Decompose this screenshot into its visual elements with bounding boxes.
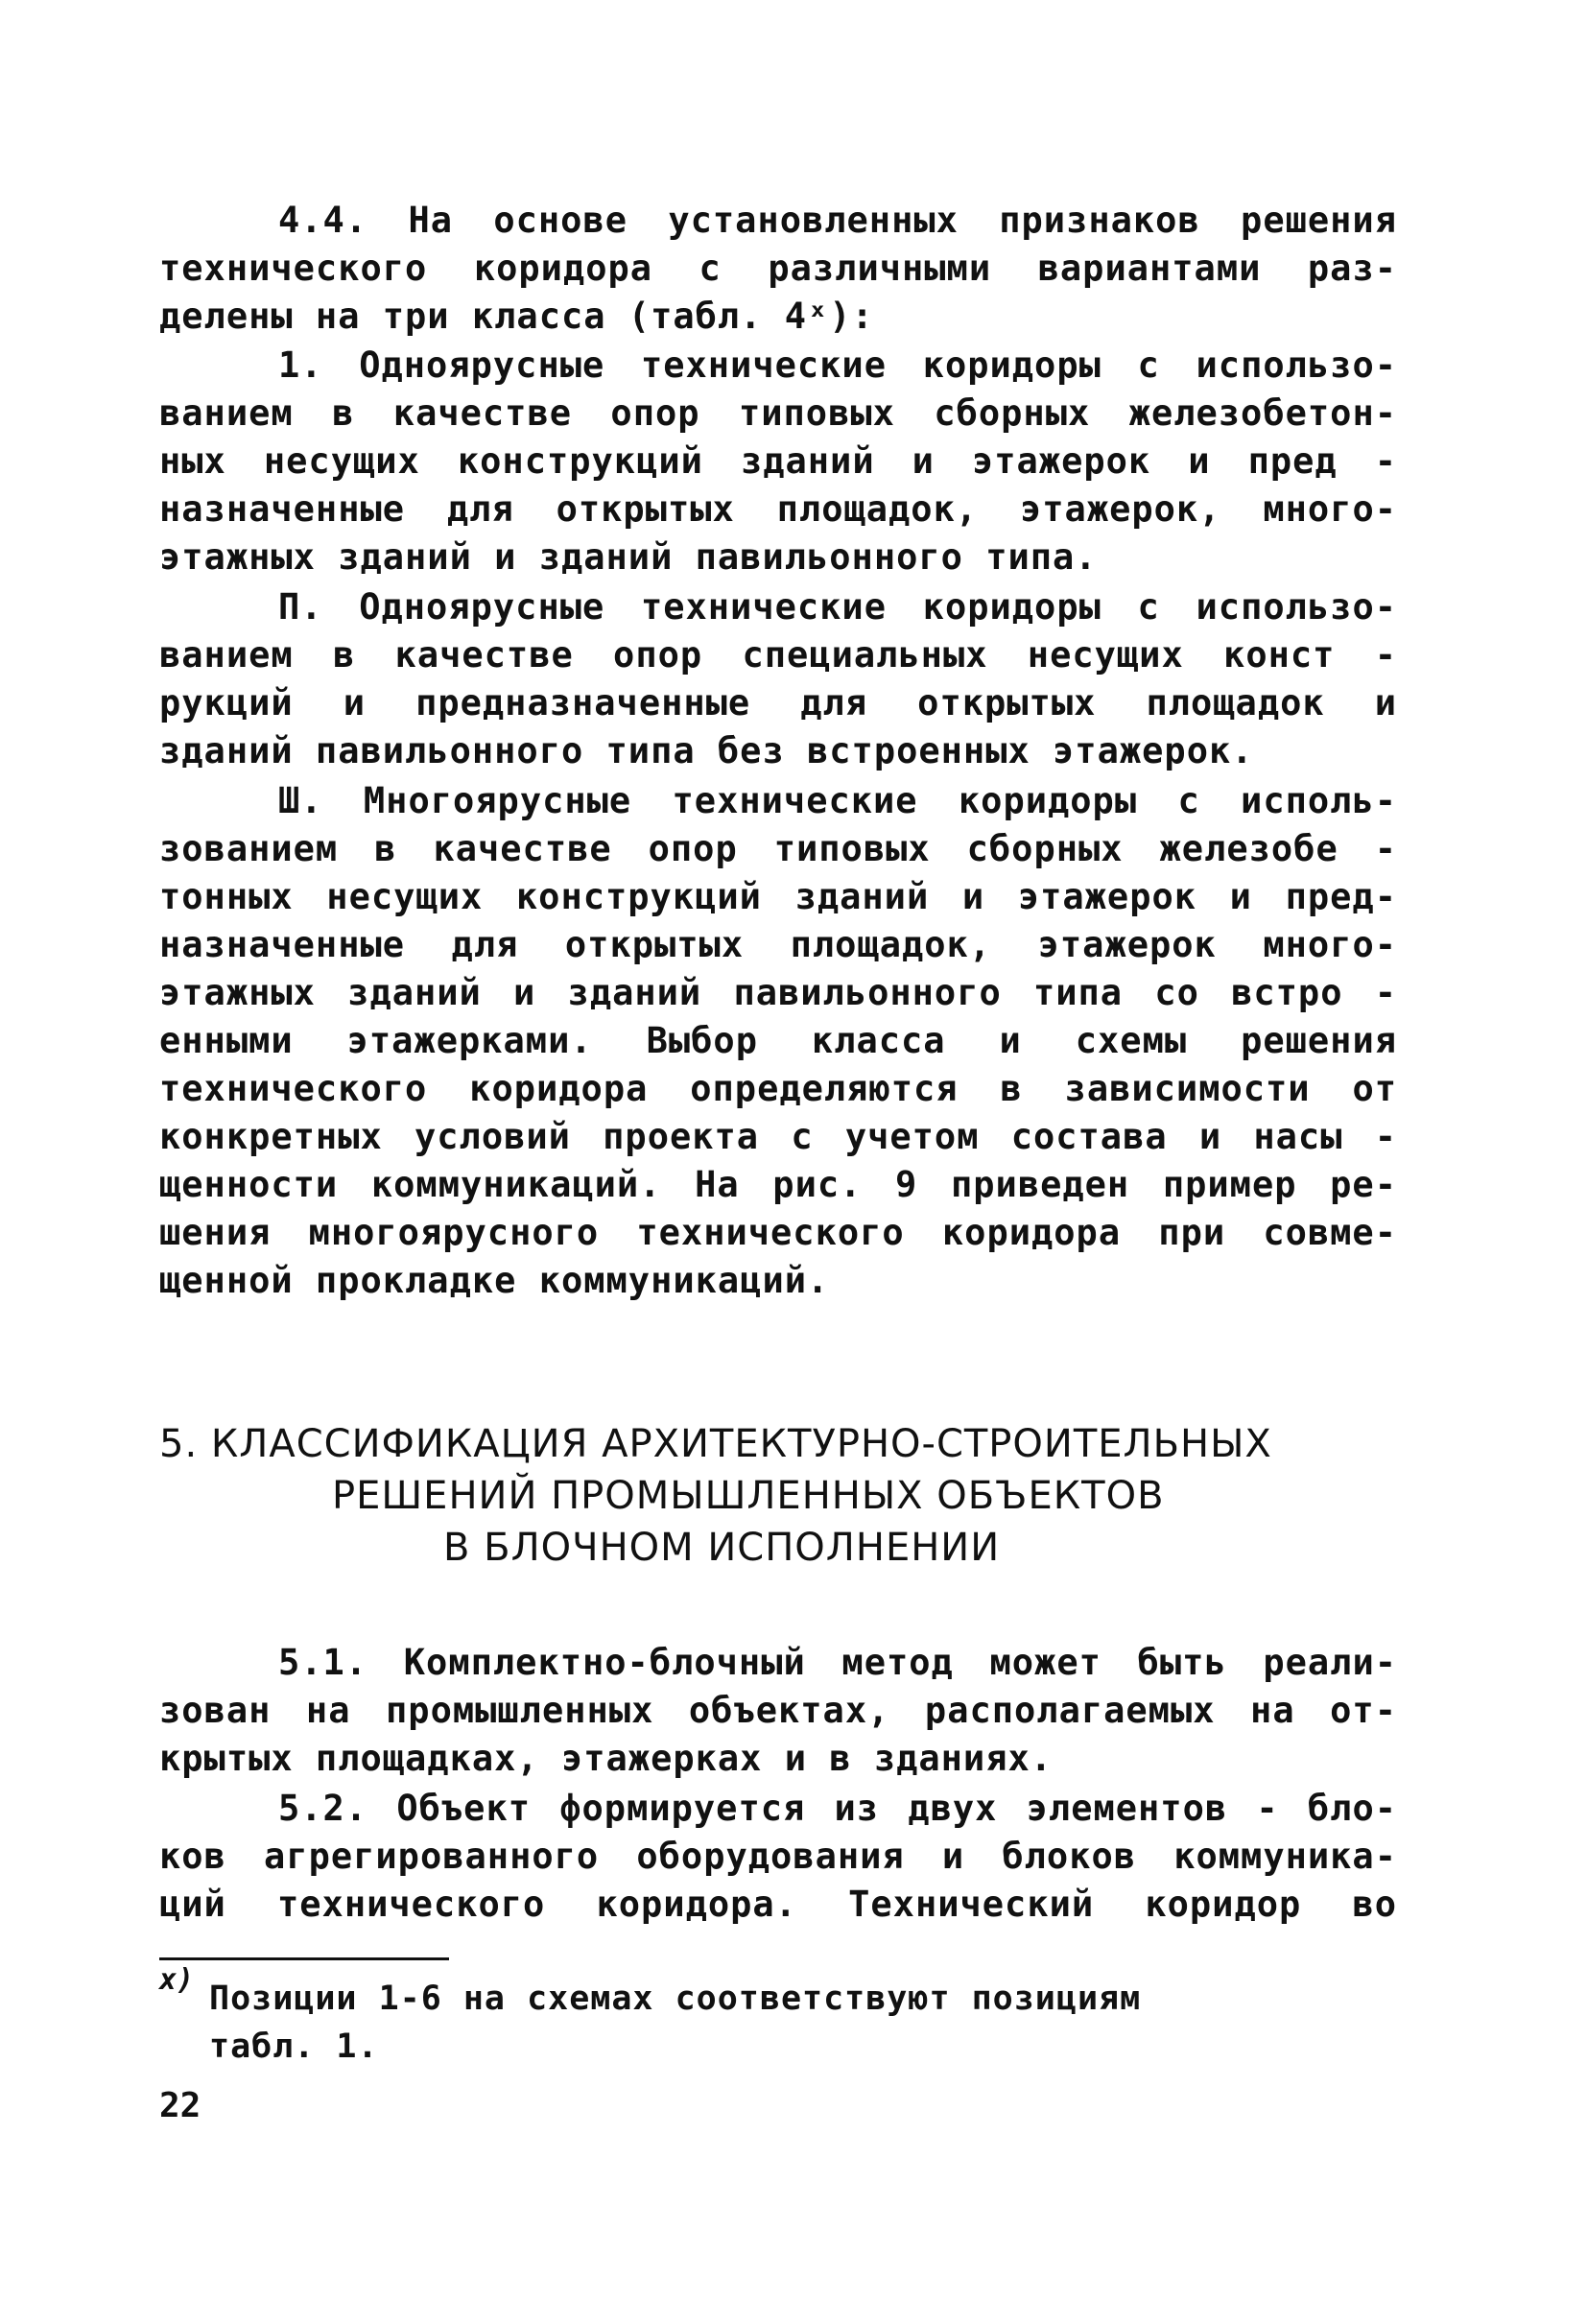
text-line: зданий павильонного типа без встроенных этажерок. bbox=[159, 730, 1254, 771]
text-line: ванием в качестве опор типовых сборных железобетон- bbox=[159, 392, 1397, 434]
footnote-line: табл. 1. bbox=[209, 2028, 379, 2066]
text-line: 5.1. Комплектно-блочный метод может быть реали- bbox=[278, 1642, 1397, 1683]
text-line: Ш. Многоярусные технические коридоры с исполь- bbox=[278, 780, 1397, 821]
footnote-line: Позиции 1-6 на схемах соответствуют позициям bbox=[209, 1980, 1142, 2018]
text-line: П. Одноярусные технические коридоры с использо- bbox=[278, 586, 1397, 628]
text-line: этажных зданий и зданий павильонного типа со встро - bbox=[159, 972, 1397, 1013]
text-line: назначенные для открытых площадок, этажерок много- bbox=[159, 924, 1397, 965]
heading-line: РЕШЕНИЙ ПРОМЫШЛЕННЫХ ОБЪЕКТОВ bbox=[332, 1474, 1165, 1518]
text-line: технического коридора с различными вариантами раз- bbox=[159, 248, 1397, 289]
text-line: технического коридора определяются в зависимости от bbox=[159, 1068, 1397, 1109]
footnote-rule bbox=[159, 1957, 449, 1960]
text-line: 5.2. Объект формируется из двух элементов - бло- bbox=[278, 1788, 1397, 1829]
text-line: делены на три класса (табл. 4ˣ): bbox=[159, 296, 874, 337]
text-line: щенной прокладке коммуникаций. bbox=[159, 1260, 830, 1301]
text-line: этажных зданий и зданий павильонного типа. bbox=[159, 536, 1098, 578]
text-line: ций технического коридора. Технический коридор во bbox=[159, 1884, 1397, 1925]
heading-line: В БЛОЧНОМ ИСПОЛНЕНИИ bbox=[443, 1526, 1001, 1570]
text-line: шения многоярусного технического коридора при совме- bbox=[159, 1212, 1397, 1253]
heading-line: 5. КЛАССИФИКАЦИЯ АРХИТЕКТУРНО-СТРОИТЕЛЬНЫХ bbox=[159, 1422, 1272, 1466]
text-line: 4.4. На основе установленных признаков решения bbox=[278, 200, 1397, 241]
page-number: 22 bbox=[159, 2086, 201, 2125]
text-line: назначенные для открытых площадок, этажерок, много- bbox=[159, 488, 1397, 530]
text-line: щенности коммуникаций. На рис. 9 приведен пример ре- bbox=[159, 1164, 1397, 1205]
text-line: зован на промышленных объектах, располагаемых на от- bbox=[159, 1690, 1397, 1731]
text-line: зованием в качестве опор типовых сборных железобе - bbox=[159, 828, 1397, 869]
text-line: тонных несущих конструкций зданий и этажерок и пред- bbox=[159, 876, 1397, 917]
text-line: 1. Одноярусные технические коридоры с использо- bbox=[278, 344, 1397, 386]
text-line: ванием в качестве опор специальных несущих конст - bbox=[159, 634, 1397, 676]
text-line: крытых площадках, этажерках и в зданиях. bbox=[159, 1738, 1054, 1779]
text-line: ных несущих конструкций зданий и этажерок и пред - bbox=[159, 440, 1397, 482]
footnote-mark: x) bbox=[159, 1963, 195, 1997]
text-line: енными этажерками. Выбор класса и схемы решения bbox=[159, 1020, 1397, 1061]
text-line: конкретных условий проекта с учетом состава и насы - bbox=[159, 1116, 1397, 1157]
text-line: ков агрегированного оборудования и блоков коммуника- bbox=[159, 1836, 1397, 1877]
text-line: рукций и предназначенные для открытых площадок и bbox=[159, 682, 1397, 723]
